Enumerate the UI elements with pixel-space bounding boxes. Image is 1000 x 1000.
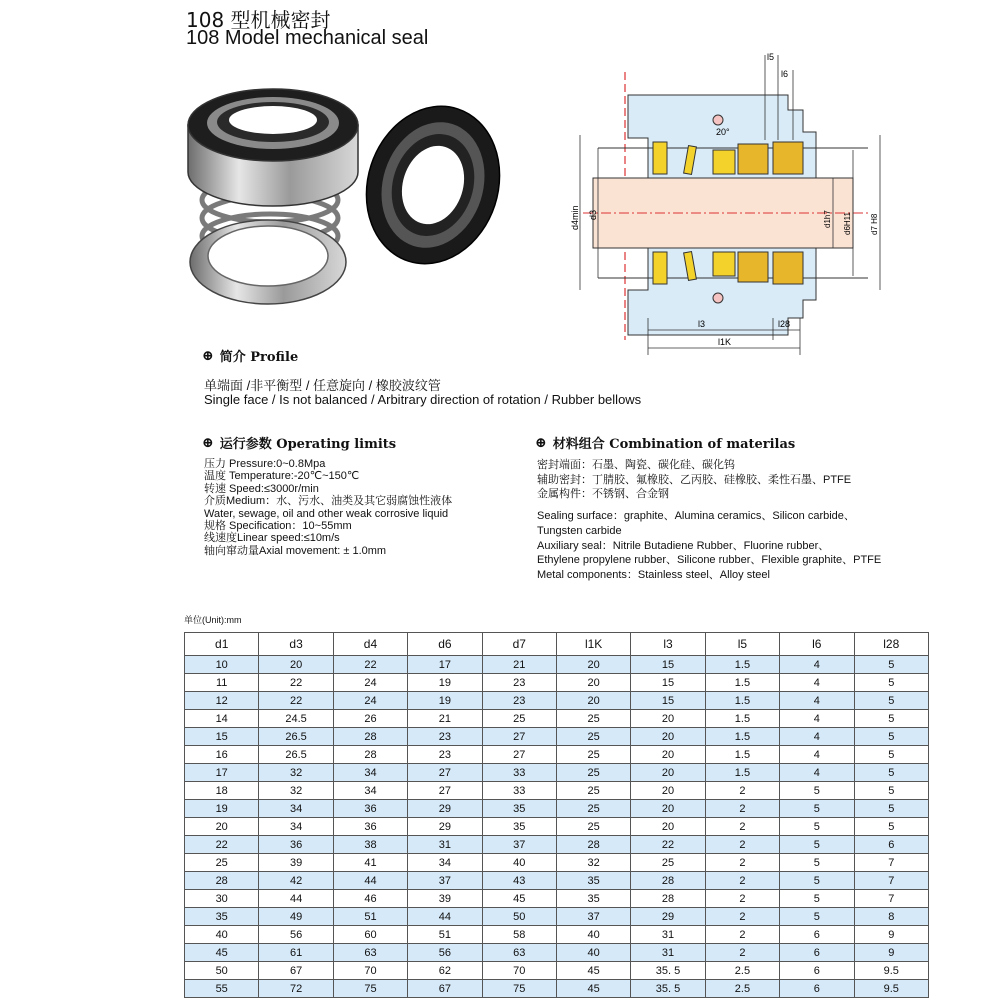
table-row	[185, 962, 929, 980]
table-cell: 29	[631, 908, 705, 926]
seat-ring	[346, 89, 508, 281]
table-cell: 34	[408, 854, 482, 872]
table-cell: 25	[556, 710, 630, 728]
table-cell: 51	[333, 908, 407, 926]
table-cell: 2	[705, 782, 779, 800]
header-d7: d7	[482, 633, 556, 656]
table-cell: 25	[482, 710, 556, 728]
table-cell: 40	[556, 926, 630, 944]
header-d3: d3	[259, 633, 333, 656]
table-cell: 5	[780, 890, 854, 908]
table-cell: 24.5	[259, 710, 333, 728]
table-cell: 23	[482, 692, 556, 710]
table-cell: 26.5	[259, 728, 333, 746]
table-cell: 20	[631, 764, 705, 782]
table-cell: 35	[482, 800, 556, 818]
table-cell: 5	[780, 818, 854, 836]
table-row	[185, 890, 929, 908]
table-row	[185, 836, 929, 854]
table-row	[185, 782, 929, 800]
table-cell: 1.5	[705, 710, 779, 728]
label-l1k: l1K	[718, 337, 732, 347]
table-cell: 37	[482, 836, 556, 854]
table-cell: 28	[631, 872, 705, 890]
table-cell: 2	[705, 818, 779, 836]
table-cell: 5	[854, 710, 928, 728]
operating-line: Water, sewage, oil and other weak corrosive liquid	[204, 507, 449, 520]
materials-line: 辅助密封：丁腈胶、氟橡胶、乙丙胶、硅橡胶、柔性石墨、PTFE	[537, 473, 852, 486]
materials-line: 密封端面：石墨、陶瓷、碳化硅、碳化钨	[537, 459, 735, 471]
table-row	[185, 710, 929, 728]
table-cell: 46	[333, 890, 407, 908]
table-cell: 5	[854, 692, 928, 710]
table-cell: 22	[185, 836, 259, 854]
table-cell: 14	[185, 710, 259, 728]
table-row	[185, 980, 929, 998]
table-cell: 44	[259, 890, 333, 908]
table-cell: 22	[259, 692, 333, 710]
table-cell: 9.5	[854, 980, 928, 998]
table-cell: 7	[854, 890, 928, 908]
table-cell: 27	[408, 764, 482, 782]
seal-head	[188, 89, 358, 206]
table-cell: 45	[185, 944, 259, 962]
table-cell: 20	[631, 782, 705, 800]
table-cell: 17	[185, 764, 259, 782]
materials-line: Ethylene propylene rubber、Silicone rubber、Flexible graphite、PTFE	[537, 554, 882, 567]
table-cell: 42	[259, 872, 333, 890]
materials-line: Sealing surface：graphite、Alumina ceramics、Silicon carbide、	[537, 510, 855, 522]
table-cell: 34	[333, 782, 407, 800]
table-cell: 67	[259, 962, 333, 980]
table-cell: 32	[259, 764, 333, 782]
cross-section-drawing	[568, 50, 908, 360]
table-cell: 25	[185, 854, 259, 872]
label-l28: l28	[778, 319, 791, 329]
table-cell: 16	[185, 746, 259, 764]
table-row	[185, 800, 929, 818]
table-cell: 34	[333, 764, 407, 782]
table-cell: 40	[482, 854, 556, 872]
unit-label: 单位(Unit):mm	[184, 615, 242, 625]
table-cell: 5	[854, 656, 928, 674]
table-row	[185, 908, 929, 926]
table-cell: 2	[705, 890, 779, 908]
table-cell: 1.5	[705, 728, 779, 746]
table-cell: 4	[780, 764, 854, 782]
table-cell: 20	[631, 800, 705, 818]
table-cell: 6	[854, 836, 928, 854]
profile-heading: ⊕ 简介 Profile	[202, 347, 299, 365]
header-d1: d1	[185, 633, 259, 656]
table-cell: 1.5	[705, 764, 779, 782]
label-l6: l6	[781, 69, 789, 79]
table-cell: 35	[482, 818, 556, 836]
table-cell: 1.5	[705, 746, 779, 764]
label-d3: d3	[588, 209, 598, 220]
table-cell: 34	[259, 818, 333, 836]
profile-cn: 单端面 /非平衡型 / 任意旋向 / 橡胶波纹管	[204, 378, 441, 393]
table-cell: 29	[408, 800, 482, 818]
table-row	[185, 818, 929, 836]
table-row	[185, 728, 929, 746]
table-cell: 12	[185, 692, 259, 710]
table-cell: 67	[408, 980, 482, 998]
header-d4: d4	[333, 633, 407, 656]
table-cell: 32	[259, 782, 333, 800]
table-cell: 19	[408, 674, 482, 692]
table-cell: 35. 5	[631, 980, 705, 998]
table-cell: 23	[482, 674, 556, 692]
table-cell: 8	[854, 908, 928, 926]
crosshair-icon: ⊕	[535, 434, 547, 451]
operating-list	[204, 458, 452, 557]
operating-line: 规格 Specification：10~55mm	[204, 520, 352, 533]
table-cell: 9	[854, 944, 928, 962]
table-cell: 37	[408, 872, 482, 890]
table-cell: 7	[854, 854, 928, 872]
table-cell: 28	[185, 872, 259, 890]
table-cell: 72	[259, 980, 333, 998]
table-cell: 20	[631, 710, 705, 728]
table-cell: 63	[333, 944, 407, 962]
table-cell: 75	[333, 980, 407, 998]
table-cell: 11	[185, 674, 259, 692]
table-cell: 5	[854, 782, 928, 800]
title-cn: 108 型机械密封	[186, 8, 331, 32]
table-cell: 5	[854, 674, 928, 692]
profile-en: Single face / Is not balanced / Arbitrary direction of rotation / Rubber bellows	[204, 392, 642, 407]
table-cell: 33	[482, 764, 556, 782]
table-cell: 43	[482, 872, 556, 890]
table-cell: 21	[482, 656, 556, 674]
table-cell: 22	[333, 656, 407, 674]
table-row	[185, 656, 929, 674]
table-cell: 56	[259, 926, 333, 944]
table-cell: 23	[408, 728, 482, 746]
table-cell: 55	[185, 980, 259, 998]
table-cell: 49	[259, 908, 333, 926]
table-cell: 24	[333, 692, 407, 710]
table-row	[185, 944, 929, 962]
table-cell: 63	[482, 944, 556, 962]
table-cell: 20	[185, 818, 259, 836]
table-cell: 31	[631, 926, 705, 944]
operating-line: 介质Medium：水、污水、油类及其它弱腐蚀性液体	[204, 495, 453, 508]
table-cell: 44	[333, 872, 407, 890]
table-cell: 40	[185, 926, 259, 944]
operating-line: 线速度Linear speed:≤10m/s	[204, 532, 340, 545]
table-cell: 35. 5	[631, 962, 705, 980]
table-cell: 4	[780, 710, 854, 728]
table-cell: 28	[556, 836, 630, 854]
header-l1k: l1K	[556, 633, 630, 656]
table-cell: 2	[705, 872, 779, 890]
table-cell: 41	[333, 854, 407, 872]
table-cell: 28	[631, 890, 705, 908]
operating-heading: ⊕ 运行参数 Operating limits	[202, 434, 397, 452]
operating-line: 轴向窜动量Axial movement: ± 1.0mm	[204, 544, 387, 557]
table-cell: 5	[780, 872, 854, 890]
table-cell: 15	[631, 674, 705, 692]
table-cell: 35	[556, 890, 630, 908]
crosshair-icon: ⊕	[202, 434, 214, 451]
table-cell: 5	[780, 836, 854, 854]
table-cell: 5	[780, 782, 854, 800]
table-cell: 15	[631, 692, 705, 710]
table-cell: 40	[556, 944, 630, 962]
table-cell: 5	[854, 728, 928, 746]
table-cell: 25	[556, 782, 630, 800]
table-cell: 31	[408, 836, 482, 854]
table-cell: 10	[185, 656, 259, 674]
table-cell: 19	[408, 692, 482, 710]
table-cell: 15	[631, 656, 705, 674]
table-cell: 22	[631, 836, 705, 854]
table-cell: 1.5	[705, 692, 779, 710]
table-cell: 51	[408, 926, 482, 944]
table-row	[185, 674, 929, 692]
table-cell: 33	[482, 782, 556, 800]
table-header-row	[185, 633, 929, 656]
table-cell: 9	[854, 926, 928, 944]
table-cell: 4	[780, 728, 854, 746]
table-cell: 45	[482, 890, 556, 908]
table-cell: 2	[705, 908, 779, 926]
table-cell: 28	[333, 728, 407, 746]
table-cell: 7	[854, 872, 928, 890]
table-cell: 60	[333, 926, 407, 944]
table-cell: 28	[333, 746, 407, 764]
table-cell: 20	[259, 656, 333, 674]
table-cell: 15	[185, 728, 259, 746]
table-cell: 56	[408, 944, 482, 962]
table-cell: 5	[780, 908, 854, 926]
table-cell: 2	[705, 854, 779, 872]
table-cell: 5	[780, 854, 854, 872]
table-cell: 35	[556, 872, 630, 890]
table-cell: 38	[333, 836, 407, 854]
table-row	[185, 746, 929, 764]
table-cell: 39	[259, 854, 333, 872]
materials-line: 金属构件：不锈钢、合金钢	[537, 488, 669, 500]
spec-table	[184, 632, 929, 998]
table-cell: 36	[259, 836, 333, 854]
table-cell: 2.5	[705, 962, 779, 980]
materials-line: Auxiliary seal：Nitrile Butadiene Rubber、Fluorine rubber、	[537, 539, 830, 552]
table-row	[185, 692, 929, 710]
label-angle: 20°	[716, 127, 730, 137]
table-cell: 2	[705, 800, 779, 818]
table-cell: 36	[333, 800, 407, 818]
table-cell: 17	[408, 656, 482, 674]
table-cell: 36	[333, 818, 407, 836]
materials-en-list	[537, 509, 881, 583]
label-l5: l5	[767, 52, 775, 62]
table-cell: 20	[556, 674, 630, 692]
table-cell: 70	[482, 962, 556, 980]
table-cell: 24	[333, 674, 407, 692]
table-cell: 34	[259, 800, 333, 818]
table-cell: 4	[780, 746, 854, 764]
retainer-ring	[190, 220, 346, 304]
table-row	[185, 926, 929, 944]
table-cell: 18	[185, 782, 259, 800]
table-cell: 6	[780, 962, 854, 980]
table-cell: 6	[780, 980, 854, 998]
table-cell: 50	[482, 908, 556, 926]
table-cell: 58	[482, 926, 556, 944]
table-cell: 9.5	[854, 962, 928, 980]
table-cell: 20	[556, 656, 630, 674]
table-cell: 22	[259, 674, 333, 692]
table-row	[185, 764, 929, 782]
table-cell: 2	[705, 836, 779, 854]
materials-cn-list	[537, 458, 851, 502]
table-cell: 20	[631, 746, 705, 764]
header-l3: l3	[631, 633, 705, 656]
seal-product-photo	[178, 80, 508, 335]
table-cell: 25	[556, 746, 630, 764]
table-cell: 39	[408, 890, 482, 908]
table-cell: 26	[333, 710, 407, 728]
title-en: 108 Model mechanical seal	[186, 27, 429, 49]
table-cell: 4	[780, 656, 854, 674]
table-cell: 21	[408, 710, 482, 728]
materials-heading: ⊕ 材料组合 Combination of materilas	[535, 434, 796, 452]
table-cell: 4	[780, 692, 854, 710]
table-cell: 20	[631, 728, 705, 746]
table-cell: 27	[482, 728, 556, 746]
table-cell: 5	[780, 800, 854, 818]
table-cell: 70	[333, 962, 407, 980]
table-cell: 2	[705, 944, 779, 962]
label-d6: d6H11	[843, 212, 852, 235]
table-cell: 25	[556, 818, 630, 836]
table-cell: 29	[408, 818, 482, 836]
table-cell: 23	[408, 746, 482, 764]
table-cell: 45	[556, 962, 630, 980]
table-cell: 37	[556, 908, 630, 926]
table-cell: 20	[556, 692, 630, 710]
table-cell: 5	[854, 800, 928, 818]
table-cell: 1.5	[705, 656, 779, 674]
header-l6: l6	[780, 633, 854, 656]
table-cell: 1.5	[705, 674, 779, 692]
table-cell: 62	[408, 962, 482, 980]
table-cell: 25	[556, 800, 630, 818]
table-cell: 44	[408, 908, 482, 926]
table-cell: 5	[854, 818, 928, 836]
table-cell: 50	[185, 962, 259, 980]
operating-line: 温度 Temperature:-20℃~150℃	[204, 470, 360, 483]
table-row	[185, 872, 929, 890]
table-cell: 6	[780, 944, 854, 962]
operating-line: 压力 Pressure:0~0.8Mpa	[204, 458, 326, 470]
table-cell: 27	[482, 746, 556, 764]
table-cell: 25	[631, 854, 705, 872]
header-l5: l5	[705, 633, 779, 656]
table-cell: 27	[408, 782, 482, 800]
materials-line: Tungsten carbide	[537, 524, 622, 537]
table-cell: 20	[631, 818, 705, 836]
table-cell: 6	[780, 926, 854, 944]
label-d7: d7 H8	[870, 213, 879, 235]
table-cell: 26.5	[259, 746, 333, 764]
table-cell: 2.5	[705, 980, 779, 998]
table-cell: 45	[556, 980, 630, 998]
table-cell: 75	[482, 980, 556, 998]
table-cell: 25	[556, 728, 630, 746]
crosshair-icon: ⊕	[202, 347, 214, 364]
table-cell: 5	[854, 764, 928, 782]
header-d6: d6	[408, 633, 482, 656]
table-cell: 31	[631, 944, 705, 962]
table-cell: 32	[556, 854, 630, 872]
label-d1: d1h7	[823, 210, 832, 228]
table-cell: 4	[780, 674, 854, 692]
table-cell: 5	[854, 746, 928, 764]
materials-line: Metal components：Stainless steel、Alloy steel	[537, 569, 770, 582]
label-d4min: d4min	[570, 205, 580, 230]
table-cell: 19	[185, 800, 259, 818]
table-row	[185, 854, 929, 872]
table-cell: 30	[185, 890, 259, 908]
label-l3: l3	[698, 319, 706, 329]
header-l28: l28	[854, 633, 928, 656]
operating-line: 转速 Speed:≤3000r/min	[204, 482, 319, 495]
table-cell: 2	[705, 926, 779, 944]
table-cell: 61	[259, 944, 333, 962]
table-cell: 35	[185, 908, 259, 926]
table-cell: 25	[556, 764, 630, 782]
